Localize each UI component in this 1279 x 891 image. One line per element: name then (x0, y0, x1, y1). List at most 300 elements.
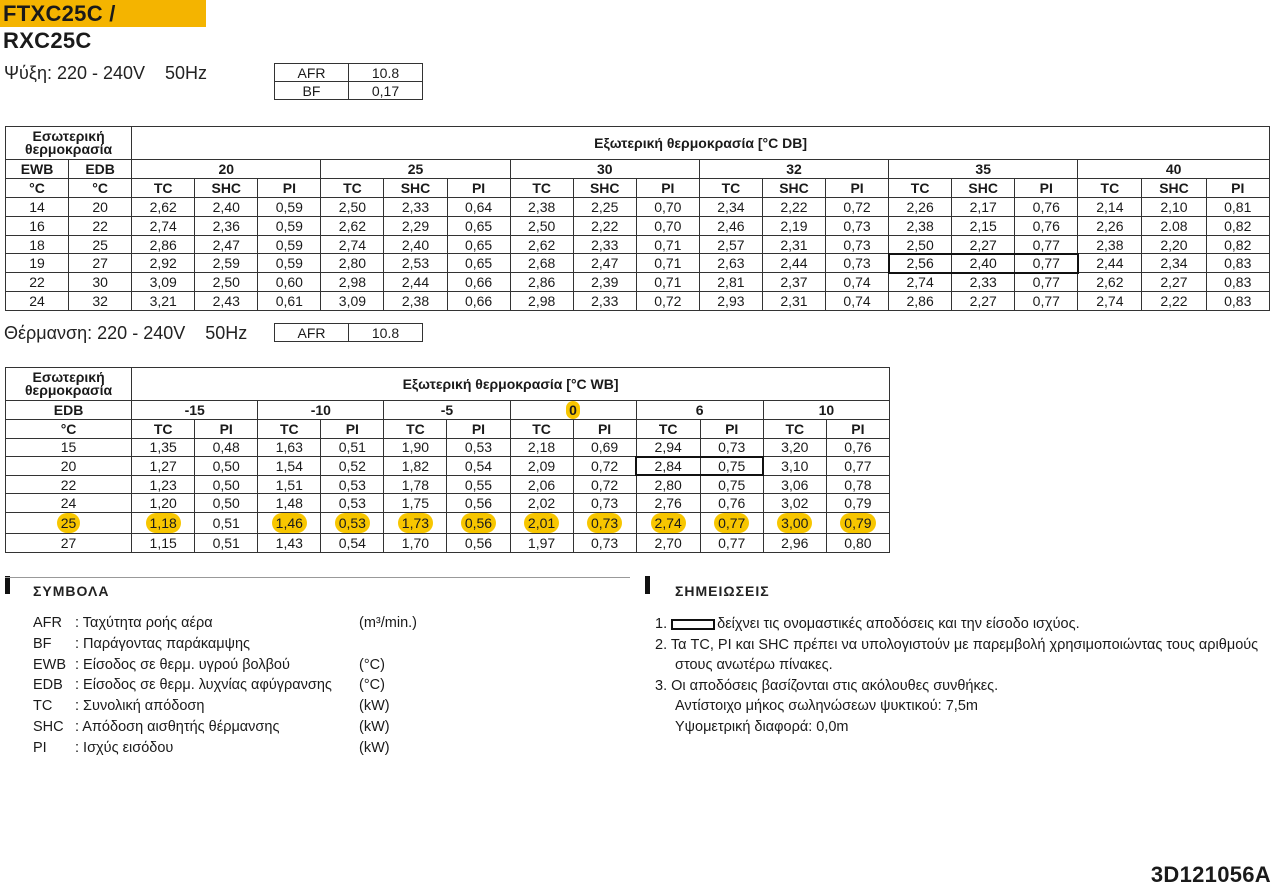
cell-value: 2,80 (654, 476, 682, 493)
sub-header-tc: TC (1078, 178, 1142, 197)
notes-list (655, 614, 1270, 738)
outdoor-temp-10 (763, 401, 889, 420)
value-cell (195, 512, 258, 533)
value-cell (763, 457, 826, 476)
value-cell: 0,61 (258, 292, 321, 311)
value-cell (763, 438, 826, 457)
value-cell: 2,26 (1078, 216, 1142, 235)
ewb-cell: 14 (6, 197, 69, 216)
sub-header-tc: TC (889, 178, 952, 197)
ewb-cell: 22 (6, 273, 69, 292)
value-cell (510, 512, 573, 533)
note-3-height-difference: Υψομετρική διαφορά: 0,0m (675, 718, 849, 735)
value-cell: 0,77 (1015, 235, 1078, 254)
bf-value: 0,17 (349, 82, 423, 100)
value-cell (700, 438, 763, 457)
value-cell (132, 494, 195, 513)
value-cell: 0,60 (258, 273, 321, 292)
value-cell: 2,68 (510, 254, 573, 273)
value-cell (258, 533, 321, 552)
value-cell: 2,38 (384, 292, 447, 311)
value-cell: 0,65 (447, 235, 510, 254)
cell-value: 0,51 (212, 534, 240, 551)
cell-value: 0,73 (718, 439, 746, 456)
cell-value: 0,54 (464, 457, 493, 474)
value-cell (321, 512, 384, 533)
outdoor-temp-40: 40 (1078, 160, 1270, 179)
value-cell: 2,56 (889, 254, 952, 273)
cell-value: 1,48 (275, 495, 303, 512)
value-cell (700, 512, 763, 533)
table-row (6, 235, 1270, 254)
cell-value: 1,20 (149, 495, 177, 512)
value-cell (573, 475, 636, 494)
cell-value: 1,75 (401, 495, 430, 512)
cell-value: 3,20 (781, 439, 809, 456)
edb-value: 27 (60, 534, 77, 551)
cell-value: 0,73 (590, 495, 619, 512)
cell-value: 0,55 (464, 476, 493, 493)
symbol-description: : Είσοδος σε θερμ. υγρού βολβού (75, 656, 290, 673)
cell-value: 0,73 (587, 513, 622, 533)
cell-value: 3,10 (781, 457, 809, 474)
value-cell: 2,63 (699, 254, 762, 273)
edb-cell: 20 (69, 197, 132, 216)
sub-header-tc: TC (510, 178, 573, 197)
edb-value: 24 (60, 495, 77, 512)
edb-cell: 25 (69, 235, 132, 254)
value-cell (258, 475, 321, 494)
symbol-key: BF (33, 635, 52, 652)
sub-header-pi: PI (1015, 178, 1078, 197)
cell-value: 0,56 (464, 534, 493, 551)
value-cell (195, 494, 258, 513)
outdoor-temp-35: 35 (889, 160, 1078, 179)
symbol-key: SHC (33, 718, 64, 735)
cell-value: 0,50 (212, 457, 240, 474)
value-cell (384, 475, 447, 494)
symbol-key: EDB (33, 677, 63, 694)
cell-value: 2,76 (654, 495, 682, 512)
symbol-row (33, 717, 417, 738)
sub-header-pi: PI (826, 178, 889, 197)
value-cell (826, 533, 889, 552)
cell-value: 2,09 (527, 457, 556, 474)
ewb-cell: 16 (6, 216, 69, 235)
value-cell: 0,76 (1015, 197, 1078, 216)
afr-label: AFR (275, 324, 349, 342)
outdoor-temp-32: 32 (699, 160, 888, 179)
value-cell (700, 533, 763, 552)
cell-value: 1,63 (275, 439, 303, 456)
edb-header: EDB (69, 160, 132, 179)
symbol-unit: (kW) (359, 739, 390, 756)
value-cell (132, 457, 195, 476)
value-cell (258, 494, 321, 513)
value-cell: 2,50 (195, 273, 258, 292)
value-cell (195, 438, 258, 457)
value-cell: 0,83 (1206, 254, 1269, 273)
value-cell (195, 457, 258, 476)
outdoor-temp-30: 30 (510, 160, 699, 179)
symbol-row (33, 613, 417, 634)
cell-value: 1,97 (527, 534, 556, 551)
value-cell (447, 494, 510, 513)
cell-value: 0,77 (844, 457, 872, 474)
cell-value: 0,51 (212, 514, 240, 531)
edb-cell (6, 533, 132, 552)
cell-value: 0,78 (844, 476, 872, 493)
value-cell (447, 438, 510, 457)
value-cell: 2,44 (762, 254, 825, 273)
value-cell: 0,73 (826, 216, 889, 235)
table-row (6, 292, 1270, 311)
indoor-temp-header: Εσωτερική θερμοκρασία (6, 127, 132, 160)
cell-value: 0,76 (718, 495, 746, 512)
sub-header-shc: SHC (762, 178, 825, 197)
symbol-description: : Είσοδος σε θερμ. λυχνίας αφύγρανσης (75, 677, 332, 694)
value-cell: 2,86 (889, 292, 952, 311)
value-cell: 2.08 (1142, 216, 1206, 235)
value-cell: 2,86 (510, 273, 573, 292)
edb-cell: 22 (69, 216, 132, 235)
table-row (6, 273, 1270, 292)
value-cell (384, 512, 447, 533)
cooling-frequency: 50Hz (165, 63, 208, 83)
value-cell (826, 457, 889, 476)
outdoor-temp-header: Εξωτερική θερμοκρασία [°C DB] (132, 127, 1270, 160)
cell-value: 1,54 (275, 457, 303, 474)
value-cell: 0,59 (258, 254, 321, 273)
symbol-unit: (kW) (359, 718, 390, 735)
bf-row (275, 82, 423, 100)
cell-value: 1,70 (401, 534, 430, 551)
value-cell: 2,93 (699, 292, 762, 311)
sub-header-tc: TC (258, 420, 321, 439)
value-cell (447, 512, 510, 533)
value-cell: 2,62 (321, 216, 384, 235)
value-cell: 0,77 (1015, 292, 1078, 311)
cooling-title (4, 63, 207, 84)
cell-value: 0,53 (338, 476, 366, 493)
afr-row (275, 64, 423, 82)
afr-value: 10.8 (349, 64, 423, 82)
heating-capacity-table (5, 367, 890, 553)
outdoor-temp-label: -15 (184, 402, 205, 418)
heating-temps-row (6, 401, 890, 420)
cell-value: 0,80 (844, 534, 872, 551)
cell-value: 1,78 (401, 476, 430, 493)
edb-cell (6, 512, 132, 533)
value-cell: 2,25 (573, 197, 636, 216)
value-cell (510, 457, 573, 476)
symbol-description: : Ισχύς εισόδου (75, 739, 174, 756)
edb-cell (6, 475, 132, 494)
cell-value: 0,72 (590, 476, 619, 493)
sub-header-shc: SHC (1142, 178, 1206, 197)
cell-value: 1,90 (401, 439, 430, 456)
value-cell: 2,20 (1142, 235, 1206, 254)
note-number: 1. (655, 616, 668, 632)
note-3-pipe-length: Αντίστοιχο μήκος σωληνώσεων ψυκτικού: 7,5m (675, 698, 978, 715)
heating-title (4, 323, 247, 344)
value-cell: 2,40 (384, 235, 447, 254)
value-cell (132, 438, 195, 457)
value-cell: 2,44 (384, 273, 447, 292)
value-cell (384, 533, 447, 552)
value-cell (195, 533, 258, 552)
value-cell: 3,09 (132, 273, 195, 292)
value-cell: 0,74 (826, 273, 889, 292)
value-cell: 2,36 (195, 216, 258, 235)
value-cell: 0,71 (636, 235, 699, 254)
sub-header-pi: PI (258, 178, 321, 197)
outdoor-temp-25: 25 (321, 160, 510, 179)
value-cell (384, 438, 447, 457)
cell-value: 1,35 (149, 439, 177, 456)
cell-value: 0,72 (590, 457, 619, 474)
symbol-unit: (°C) (359, 677, 385, 694)
symbol-row (33, 675, 417, 696)
value-cell: 2,33 (573, 235, 636, 254)
value-cell: 0,59 (258, 216, 321, 235)
cell-value: 2,70 (654, 534, 682, 551)
sub-header-tc: TC (510, 420, 573, 439)
value-cell: 2,50 (889, 235, 952, 254)
value-cell (636, 457, 700, 476)
sub-header-shc: SHC (195, 178, 258, 197)
value-cell: 2,43 (195, 292, 258, 311)
value-cell (763, 494, 826, 513)
cell-value: 2,96 (781, 534, 809, 551)
value-cell: 2,39 (573, 273, 636, 292)
value-cell: 2,40 (195, 197, 258, 216)
symbol-description: : Παράγοντας παράκαμψης (75, 635, 251, 652)
value-cell (573, 533, 636, 552)
value-cell: 0,65 (447, 216, 510, 235)
value-cell (321, 457, 384, 476)
value-cell: 0,74 (826, 292, 889, 311)
symbol-row (33, 655, 417, 676)
cell-value: 2,06 (527, 476, 556, 493)
outdoor-temp--10 (258, 401, 384, 420)
cell-value: 0,52 (338, 457, 366, 474)
value-cell (826, 475, 889, 494)
ewb-header: EWB (6, 160, 69, 179)
cell-value: 0,53 (338, 495, 366, 512)
symbol-description: : Ταχύτητα ροής αέρα (75, 615, 213, 631)
cell-value: 1,82 (401, 457, 430, 474)
value-cell: 0,71 (636, 254, 699, 273)
value-cell: 0,82 (1206, 216, 1269, 235)
table-row (6, 197, 1270, 216)
note-3 (655, 676, 1270, 697)
sub-header-pi: PI (573, 420, 636, 439)
value-cell: 2,47 (573, 254, 636, 273)
table-row (6, 512, 890, 533)
cell-value: 2,18 (527, 439, 556, 456)
value-cell: 2,27 (1142, 273, 1206, 292)
outdoor-temp-header: Εξωτερική θερμοκρασία [°C WB] (132, 368, 890, 401)
cell-value: 1,18 (146, 513, 181, 533)
value-cell: 0,71 (636, 273, 699, 292)
value-cell (321, 494, 384, 513)
value-cell: 0,77 (1015, 273, 1078, 292)
value-cell: 0,81 (1206, 197, 1269, 216)
symbol-key: AFR (33, 615, 62, 631)
cell-value: 3,02 (781, 495, 809, 512)
cooling-subheader-row (6, 178, 1270, 197)
value-cell (763, 533, 826, 552)
sub-header-pi: PI (636, 178, 699, 197)
afr-row (275, 324, 423, 342)
cell-value: 3,06 (781, 476, 809, 493)
value-cell: 2,62 (1078, 273, 1142, 292)
value-cell: 2,44 (1078, 254, 1142, 273)
value-cell: 2,80 (321, 254, 384, 273)
value-cell (510, 494, 573, 513)
cell-value: 0,79 (840, 513, 875, 533)
value-cell: 0,65 (447, 254, 510, 273)
value-cell: 2,62 (132, 197, 195, 216)
sub-header-pi: PI (321, 420, 384, 439)
edb-cell (6, 457, 132, 476)
value-cell: 2,74 (321, 235, 384, 254)
value-cell: 2,26 (889, 197, 952, 216)
value-cell (447, 475, 510, 494)
value-cell: 0,72 (826, 197, 889, 216)
table-row (6, 457, 890, 476)
value-cell (258, 438, 321, 457)
value-cell: 2,33 (384, 197, 447, 216)
value-cell: 3,21 (132, 292, 195, 311)
value-cell: 2,34 (699, 197, 762, 216)
value-cell: 0,59 (258, 197, 321, 216)
value-cell: 2,81 (699, 273, 762, 292)
outdoor-temp-label: 6 (695, 402, 704, 418)
value-cell: 0,70 (636, 197, 699, 216)
value-cell: 2,74 (889, 273, 952, 292)
value-cell: 2,57 (699, 235, 762, 254)
value-cell (195, 475, 258, 494)
outdoor-temp--15 (132, 401, 258, 420)
cell-value: 0,77 (718, 534, 746, 551)
sub-header-shc: SHC (573, 178, 636, 197)
sub-header-tc: TC (763, 420, 826, 439)
symbol-key: PI (33, 739, 47, 756)
cell-value: 0,77 (714, 513, 749, 533)
outdoor-temp-label: 0 (566, 401, 580, 419)
cooling-afr-table (274, 63, 423, 100)
afr-value: 10.8 (349, 324, 423, 342)
cell-value: 0,56 (464, 495, 493, 512)
symbols-marker (5, 576, 10, 594)
value-cell: 2,92 (132, 254, 195, 273)
value-cell (132, 533, 195, 552)
sub-header-pi: PI (195, 420, 258, 439)
edb-value: 22 (60, 476, 77, 493)
value-cell (636, 438, 700, 457)
unit-header: °C (69, 178, 132, 197)
edb-value: 20 (60, 457, 77, 474)
value-cell: 2,34 (1142, 254, 1206, 273)
note-number: 2. (655, 636, 668, 653)
symbol-description: : Συνολική απόδοση (75, 698, 205, 715)
value-cell: 2,31 (762, 235, 825, 254)
value-cell: 2,38 (1078, 235, 1142, 254)
heating-subheader-row (6, 420, 890, 439)
value-cell: 0,66 (447, 292, 510, 311)
sub-header-tc: TC (132, 420, 195, 439)
cooling-capacity-table (5, 126, 1270, 311)
sub-header-tc: TC (636, 420, 700, 439)
value-cell: 2,98 (510, 292, 573, 311)
notes-marker (645, 576, 650, 594)
value-cell (132, 512, 195, 533)
value-cell (700, 494, 763, 513)
outdoor-temp-20: 20 (132, 160, 321, 179)
edb-cell: 30 (69, 273, 132, 292)
value-cell: 3,09 (321, 292, 384, 311)
sub-header-pi: PI (700, 420, 763, 439)
sub-header-pi: PI (447, 420, 510, 439)
cell-value: 2,01 (524, 513, 559, 533)
value-cell: 2,27 (952, 235, 1015, 254)
note-text: Οι αποδόσεις βασίζονται στις ακόλουθες συνθήκες. (671, 677, 999, 694)
cell-value: 0,53 (464, 439, 493, 456)
note-2 (655, 635, 1270, 656)
value-cell (573, 512, 636, 533)
cooling-header-row (6, 127, 1270, 160)
cell-value: 0,75 (718, 457, 746, 474)
cell-value: 1,43 (275, 534, 303, 551)
cooling-voltage: Ψύξη: 220 - 240V (4, 63, 146, 83)
cell-value: 0,53 (335, 513, 370, 533)
value-cell: 2,40 (952, 254, 1015, 273)
value-cell: 2,38 (510, 197, 573, 216)
value-cell: 0,64 (447, 197, 510, 216)
symbol-key: TC (33, 698, 53, 715)
table-row (6, 475, 890, 494)
value-cell: 2,17 (952, 197, 1015, 216)
ewb-cell: 18 (6, 235, 69, 254)
cell-value: 3,00 (777, 513, 812, 533)
sub-header-tc: TC (384, 420, 447, 439)
value-cell (700, 475, 763, 494)
unit-header: °C (6, 178, 69, 197)
cell-value: 0,79 (844, 495, 872, 512)
cell-value: 0,50 (212, 495, 240, 512)
heating-header-row (6, 368, 890, 401)
value-cell (826, 494, 889, 513)
sub-header-pi: PI (826, 420, 889, 439)
symbol-row (33, 634, 417, 655)
cell-value: 1,73 (398, 513, 433, 533)
symbol-key: EWB (33, 656, 67, 673)
value-cell (132, 475, 195, 494)
value-cell: 0,59 (258, 235, 321, 254)
outdoor-temp-label: 10 (818, 402, 835, 418)
cell-value: 1,27 (149, 457, 177, 474)
value-cell: 0,70 (636, 216, 699, 235)
value-cell: 0,73 (826, 254, 889, 273)
value-cell (321, 475, 384, 494)
note-number: 3. (655, 677, 668, 694)
cell-value: 0,48 (212, 439, 240, 456)
cell-value: 0,69 (590, 439, 619, 456)
outdoor-temp--5 (384, 401, 510, 420)
value-cell (573, 457, 636, 476)
